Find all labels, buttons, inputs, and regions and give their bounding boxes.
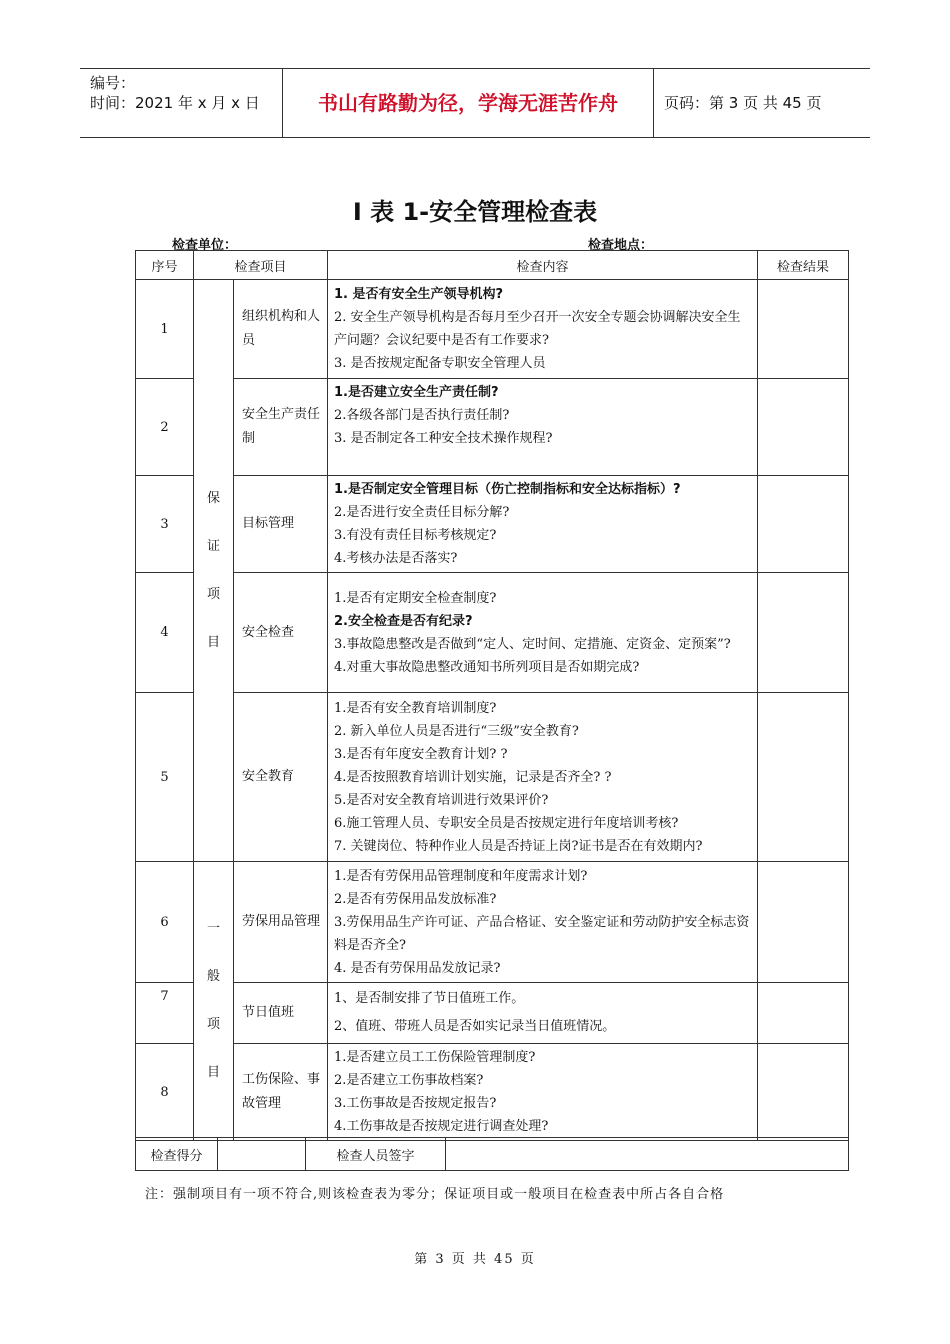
check-content [328,280,758,379]
group-char: 证 [206,538,220,554]
inspection-unit-label: 检查单位： [172,238,238,253]
col-content: 检查内容 [328,251,758,280]
date-line: 时间：2021 年 x 月 x 日 [90,94,260,112]
content-line: 4. 是否有劳保用品发放记录? [334,960,501,976]
group-char: 项 [206,586,220,602]
check-item: 安全检查 [234,573,328,693]
row-number: 6 [136,862,194,983]
score-cell[interactable] [218,1138,306,1171]
check-item: 劳保用品管理 [234,862,328,983]
check-content [328,1044,758,1141]
group-guarantee [194,280,234,862]
check-content [328,379,758,476]
result-cell[interactable] [758,983,849,1044]
check-item: 工伤保险、事故管理 [234,1044,328,1141]
content-line: 3. 是否按规定配备专职安全管理人员 [334,356,546,371]
table-row [136,476,849,573]
content-line: 1.是否有定期安全检查制度? [334,590,497,606]
content-line: 4.考核办法是否落实? [334,551,458,566]
inspector-signature-cell[interactable] [446,1138,849,1171]
content-line: 2.是否建立工伤事故档案? [334,1073,484,1088]
group-char: 目 [206,1065,220,1080]
content-line: 3.劳保用品生产许可证、产品合格证、安全鉴定证和劳动防护安全标志资料是否齐全? [334,914,750,953]
col-result: 检查结果 [758,251,849,280]
table-header-row [136,251,849,280]
row-number: 1 [136,280,194,379]
table-row [136,379,849,476]
content-line: 3. 是否制定各工种安全技术操作规程? [334,431,553,446]
result-cell[interactable] [758,379,849,476]
check-item: 节日值班 [234,983,328,1044]
content-line: 4.对重大事故隐患整改通知书所列项目是否如期完成? [334,659,640,675]
page-footer: 第 3 页 共 45 页 [414,1252,536,1267]
result-cell[interactable] [758,573,849,693]
content-line: 4.工伤事故是否按规定进行调查处理? [334,1119,549,1134]
check-item: 目标管理 [234,476,328,573]
content-line: 2.安全检查是否有纪录? [334,613,473,629]
check-item: 组织机构和人员 [234,280,328,379]
content-line: 1. 是否有安全生产领导机构? [334,287,504,302]
check-content [328,862,758,983]
content-line: 3.有没有责任目标考核规定? [334,528,497,543]
content-line: 3.是否有年度安全教育计划? ? [334,746,508,762]
header-left [80,69,280,137]
content-line: 6.施工管理人员、专职安全员是否按规定进行年度培训考核? [334,815,679,831]
row-number: 7 [136,983,194,1044]
content-line: 7. 关键岗位、特种作业人员是否持证上岗?证书是否在有效期内? [334,838,703,854]
score-label: 检查得分 [136,1138,218,1171]
document-title: Ⅰ 表 1-安全管理检查表 [352,198,598,226]
check-item: 安全教育 [234,693,328,862]
group-char: 般 [206,969,220,984]
content-line: 1.是否制定安全管理目标（伤亡控制指标和安全达标指标）? [334,482,681,497]
content-line: 5.是否对安全教育培训进行效果评价? [334,792,549,808]
check-content [328,573,758,693]
table-row [136,573,849,693]
result-cell[interactable] [758,862,849,983]
inspector-label: 检查人员签字 [306,1138,446,1171]
signature-table [135,1137,849,1171]
group-char: 目 [206,634,220,650]
row-number: 2 [136,379,194,476]
content-line: 1、是否制安排了节日值班工作。 [334,991,525,1006]
row-number: 8 [136,1044,194,1141]
group-char: 项 [206,1017,220,1032]
content-line: 1.是否有安全教育培训制度? [334,700,497,716]
header-page-info: 页码：第 3 页 共 45 页 [664,94,822,112]
signature-row [136,1138,849,1171]
page-header [80,68,870,138]
result-cell[interactable] [758,476,849,573]
content-line: 2、值班、带班人员是否如实记录当日值班情况。 [334,1019,616,1034]
content-line: 4.是否按照教育培训计划实施，记录是否齐全? ? [334,769,612,785]
table-row [136,280,849,379]
content-line: 2.是否进行安全责任目标分解? [334,505,510,520]
number-label: 编号： [90,74,136,92]
content-line: 1.是否有劳保用品管理制度和年度需求计划? [334,868,588,884]
check-content [328,983,758,1044]
content-line: 2. 新入单位人员是否进行“三级”安全教育? [334,723,579,739]
col-item: 检查项目 [194,251,328,280]
content-line: 1.是否建立安全生产责任制? [334,385,499,400]
group-general [194,862,234,1141]
row-number: 5 [136,693,194,862]
footnote: 注：强制项目有一项不符合,则该检查表为零分；保证项目或一般项目在检查表中所占各自合格 [145,1187,725,1202]
row-number: 3 [136,476,194,573]
content-line: 1.是否建立员工工伤保险管理制度? [334,1050,536,1065]
table-row [136,693,849,862]
inspection-table [135,250,849,1141]
table-row [136,983,849,1044]
row-number: 4 [136,573,194,693]
content-line: 2.是否有劳保用品发放标准? [334,891,497,907]
result-cell[interactable] [758,1044,849,1141]
table-row [136,862,849,983]
col-no: 序号 [136,251,194,280]
inspection-location-label: 检查地点： [588,238,654,253]
content-line: 3.工伤事故是否按规定报告? [334,1096,497,1111]
group-char: 一 [206,921,220,936]
content-line: 2. 安全生产领导机构是否每月至少召开一次安全专题会协调解决安全生产问题？会议纪要中是否有工作要求? [334,310,741,348]
check-item: 安全生产责任制 [234,379,328,476]
content-line: 2.各级各部门是否执行责任制? [334,408,510,423]
result-cell[interactable] [758,280,849,379]
group-char: 保 [206,490,220,506]
table-row [136,1044,849,1141]
header-motto: 书山有路勤为径，学海无涯苦作舟 [282,69,654,137]
content-line: 3.事故隐患整改是否做到“定人、定时间、定措施、定资金、定预案”? [334,636,731,652]
check-content [328,693,758,862]
check-content [328,476,758,573]
result-cell[interactable] [758,693,849,862]
